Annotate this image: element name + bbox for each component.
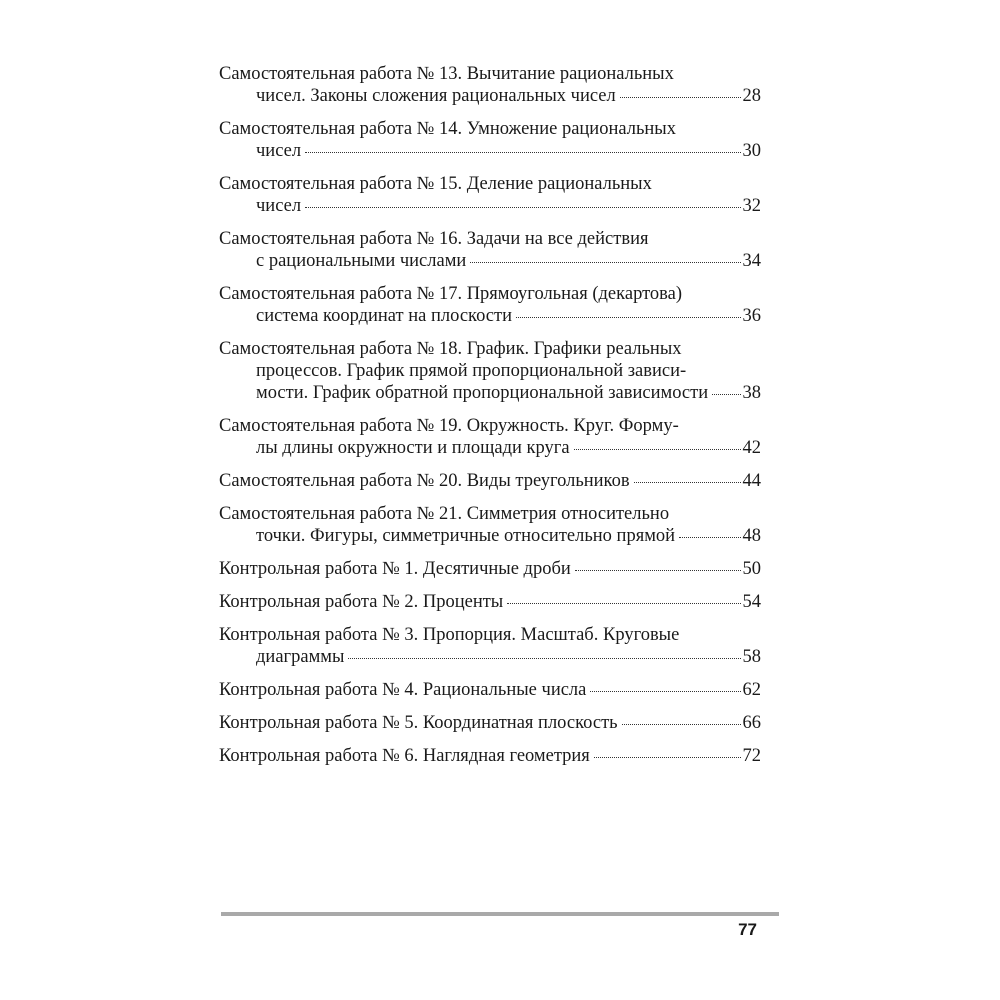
table-of-contents bbox=[219, 63, 761, 778]
toc-entry-page: 58 bbox=[742, 647, 761, 667]
toc-entry-title: Контрольная работа № 2. Проценты bbox=[219, 592, 504, 612]
dot-leader bbox=[305, 152, 740, 153]
dot-leader bbox=[470, 262, 740, 263]
dot-leader bbox=[679, 537, 740, 538]
dot-leader bbox=[634, 482, 741, 483]
toc-entry-title: мости. График обратной пропорциональной зависимости bbox=[256, 383, 709, 403]
page-number: 77 bbox=[738, 920, 757, 939]
toc-entry-last-line bbox=[219, 558, 761, 580]
toc-entry-last-line bbox=[219, 195, 761, 217]
toc-entry bbox=[219, 415, 761, 459]
toc-entry bbox=[219, 283, 761, 327]
toc-entry-title: чисел bbox=[256, 196, 302, 216]
toc-entry bbox=[219, 558, 761, 580]
toc-entry-last-line bbox=[219, 382, 761, 404]
toc-entry-line: Самостоятельная работа № 17. Прямоугольная (декартова) bbox=[219, 284, 683, 304]
toc-entry bbox=[219, 228, 761, 272]
toc-entry-page: 44 bbox=[742, 471, 761, 491]
toc-entry-last-line bbox=[219, 591, 761, 613]
toc-entry-last-line bbox=[219, 745, 761, 767]
toc-entry-last-line bbox=[219, 470, 761, 492]
toc-entry-last-line bbox=[219, 250, 761, 272]
toc-entry-title: диаграммы bbox=[256, 647, 345, 667]
toc-entry-title: Контрольная работа № 4. Рациональные числа bbox=[219, 680, 587, 700]
toc-entry-line: процессов. График прямой пропорциональной зависи- bbox=[256, 361, 687, 381]
toc-entry-title: Самостоятельная работа № 20. Виды треугольников bbox=[219, 471, 630, 491]
toc-entry bbox=[219, 63, 761, 107]
toc-entry-page: 42 bbox=[742, 438, 761, 458]
toc-entry bbox=[219, 745, 761, 767]
toc-entry-page: 50 bbox=[742, 559, 761, 579]
toc-entry-title: с рациональными числами bbox=[256, 251, 467, 271]
toc-entry-page: 62 bbox=[742, 680, 761, 700]
toc-entry-line: Самостоятельная работа № 16. Задачи на все действия bbox=[219, 229, 649, 249]
toc-entry-title: Контрольная работа № 6. Наглядная геометрия bbox=[219, 746, 590, 766]
toc-entry-last-line bbox=[219, 525, 761, 547]
toc-entry bbox=[219, 338, 761, 404]
toc-entry-title: лы длины окружности и площади круга bbox=[256, 438, 570, 458]
toc-entry-title: чисел. Законы сложения рациональных чисел bbox=[256, 86, 616, 106]
toc-entry-last-line bbox=[219, 679, 761, 701]
toc-entry bbox=[219, 712, 761, 734]
toc-entry-line: Самостоятельная работа № 13. Вычитание рациональных bbox=[219, 64, 674, 84]
toc-entry-page: 38 bbox=[742, 383, 761, 403]
dot-leader bbox=[574, 449, 741, 450]
toc-entry-title: система координат на плоскости bbox=[256, 306, 512, 326]
toc-entry bbox=[219, 470, 761, 492]
toc-entry-last-line bbox=[219, 437, 761, 459]
toc-entry-page: 34 bbox=[742, 251, 761, 271]
toc-entry-line: Самостоятельная работа № 19. Окружность. Круг. Форму- bbox=[219, 416, 679, 436]
toc-entry-last-line bbox=[219, 646, 761, 668]
toc-entry-page: 32 bbox=[742, 196, 761, 216]
dot-leader bbox=[516, 317, 741, 318]
toc-entry-page: 28 bbox=[742, 86, 761, 106]
toc-entry-title: чисел bbox=[256, 141, 302, 161]
toc-entry-title: Контрольная работа № 5. Координатная плоскость bbox=[219, 713, 618, 733]
toc-entry bbox=[219, 173, 761, 217]
toc-entry-line: Самостоятельная работа № 21. Симметрия относительно bbox=[219, 504, 670, 524]
toc-entry-page: 54 bbox=[742, 592, 761, 612]
toc-entry bbox=[219, 591, 761, 613]
toc-entry-line: Самостоятельная работа № 18. График. Графики реальных bbox=[219, 339, 682, 359]
toc-entry-last-line bbox=[219, 305, 761, 327]
toc-entry-title: точки. Фигуры, симметричные относительно прямой bbox=[256, 526, 676, 546]
dot-leader bbox=[590, 691, 740, 692]
toc-entry-page: 36 bbox=[742, 306, 761, 326]
dot-leader bbox=[622, 724, 741, 725]
toc-entry-line: Контрольная работа № 3. Пропорция. Масштаб. Круговые bbox=[219, 625, 680, 645]
footer-rule bbox=[221, 912, 779, 916]
toc-entry-page: 30 bbox=[742, 141, 761, 161]
dot-leader bbox=[575, 570, 741, 571]
toc-entry bbox=[219, 624, 761, 668]
toc-entry-last-line bbox=[219, 140, 761, 162]
dot-leader bbox=[305, 207, 740, 208]
toc-entry-page: 72 bbox=[742, 746, 761, 766]
toc-entry bbox=[219, 503, 761, 547]
toc-entry-line: Самостоятельная работа № 15. Деление рациональных bbox=[219, 174, 652, 194]
toc-entry bbox=[219, 118, 761, 162]
dot-leader bbox=[594, 757, 741, 758]
toc-entry bbox=[219, 679, 761, 701]
dot-leader bbox=[507, 603, 740, 604]
toc-entry-line: Самостоятельная работа № 14. Умножение рациональных bbox=[219, 119, 676, 139]
toc-entry-title: Контрольная работа № 1. Десятичные дроби bbox=[219, 559, 571, 579]
toc-entry-last-line bbox=[219, 712, 761, 734]
toc-entry-last-line bbox=[219, 85, 761, 107]
dot-leader bbox=[348, 658, 740, 659]
dot-leader bbox=[620, 97, 741, 98]
dot-leader bbox=[712, 394, 740, 395]
toc-entry-page: 66 bbox=[742, 713, 761, 733]
toc-entry-page: 48 bbox=[742, 526, 761, 546]
